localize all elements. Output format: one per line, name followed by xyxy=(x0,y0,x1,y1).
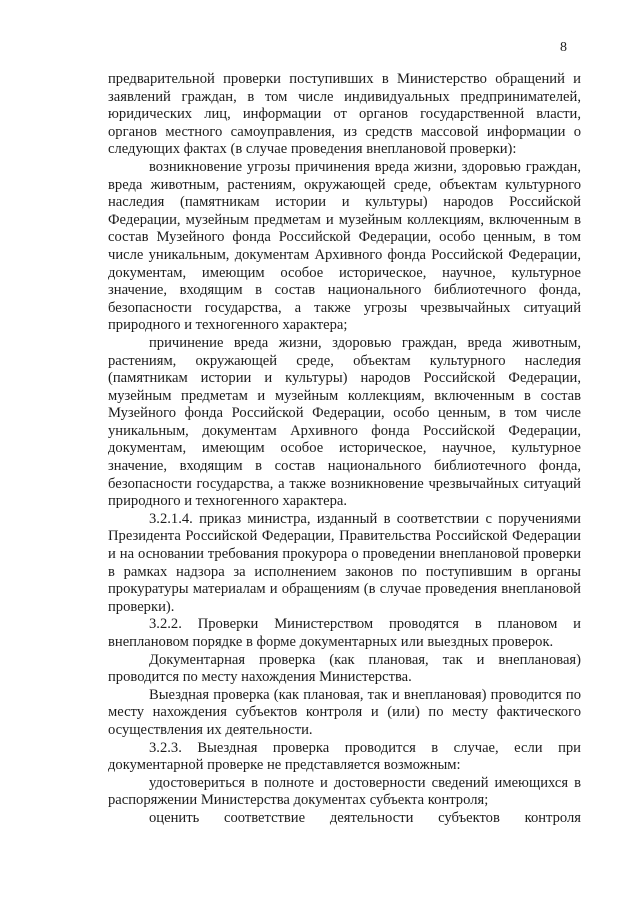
paragraph-assess-compliance: оценить соответствие деятельности субъектов контроля xyxy=(149,809,581,826)
paragraph-verify-completeness: удостовериться в полноте и достоверности сведений имеющихся в распоряжении Министерства документах субъекта контроля; xyxy=(108,774,581,809)
paragraph-3-2-1-4: 3.2.1.4. приказ министра, изданный в соответствии с поручениями Президента Российской Федерации, Правительства Российской Федерации и на основании требования прокурора о проведении внеплановой проверки в рамках надзора за исполнением законов по поступившим в органы прокуратуры материалам и обращениям (в случае проведения внеплановой проверки). xyxy=(108,510,581,615)
paragraph-3-2-3: 3.2.3. Выездная проверка проводится в случае, если при документарной проверке не представляется возможным: xyxy=(108,739,581,774)
paragraph-threat-of-harm: возникновение угрозы причинения вреда жизни, здоровью граждан, вреда животным, растениям, окружающей среде, объектам культурного наследия (памятникам истории и культуры) народов Российской Федерации, музейным предметам и музейным коллекциям, включенным в состав Музейного фонда Российской Федерации, особо ценным, в том числе уникальным, документам Архивного фонда Российской Федерации, документам, имеющим особое историческое, научное, культурное значение, входящим в состав национального библиотечного фонда, безопасности государства, а также угрозы чрезвычайных ситуаций природного и техногенного характера; xyxy=(108,158,581,334)
paragraph-field-check: Выездная проверка (как плановая, так и внеплановая) проводится по месту нахождения субъектов контроля и (или) по месту фактического осуществления их деятельности. xyxy=(108,686,581,738)
paragraph-documentary-check: Документарная проверка (как плановая, так и внеплановая) проводится по месту нахождения Министерства. xyxy=(108,651,581,686)
paragraph-preliminary-check: предварительной проверки поступивших в Министерство обращений и заявлений граждан, в том числе индивидуальных предпринимателей, юридических лиц, информации от органов государственной власти, органов местного самоуправления, из средств массовой информации о следующих фактах (в случае проведения внеплановой проверки): xyxy=(108,71,581,158)
document-body xyxy=(108,71,581,828)
page-number: 8 xyxy=(560,40,567,55)
paragraph-3-2-2: 3.2.2. Проверки Министерством проводятся в плановом и внеплановом порядке в форме документарных или выездных проверок. xyxy=(108,616,581,650)
paragraph-infliction-of-harm: причинение вреда жизни, здоровью граждан, вреда животным, растениям, окружающей среде, объектам культурного наследия (памятникам истории и культуры) народов Российской Федерации, музейным предметам и музейным коллекциям, включенным в состав Музейного фонда Российской Федерации, особо ценным, в том числе уникальным, документам Архивного фонда Российской Федерации, документам, имеющим особое историческое, научное, культурное значение, входящим в состав национального библиотечного фонда, безопасности государства, а также возникновение чрезвычайных ситуаций природного и техногенного характера. xyxy=(108,334,581,510)
